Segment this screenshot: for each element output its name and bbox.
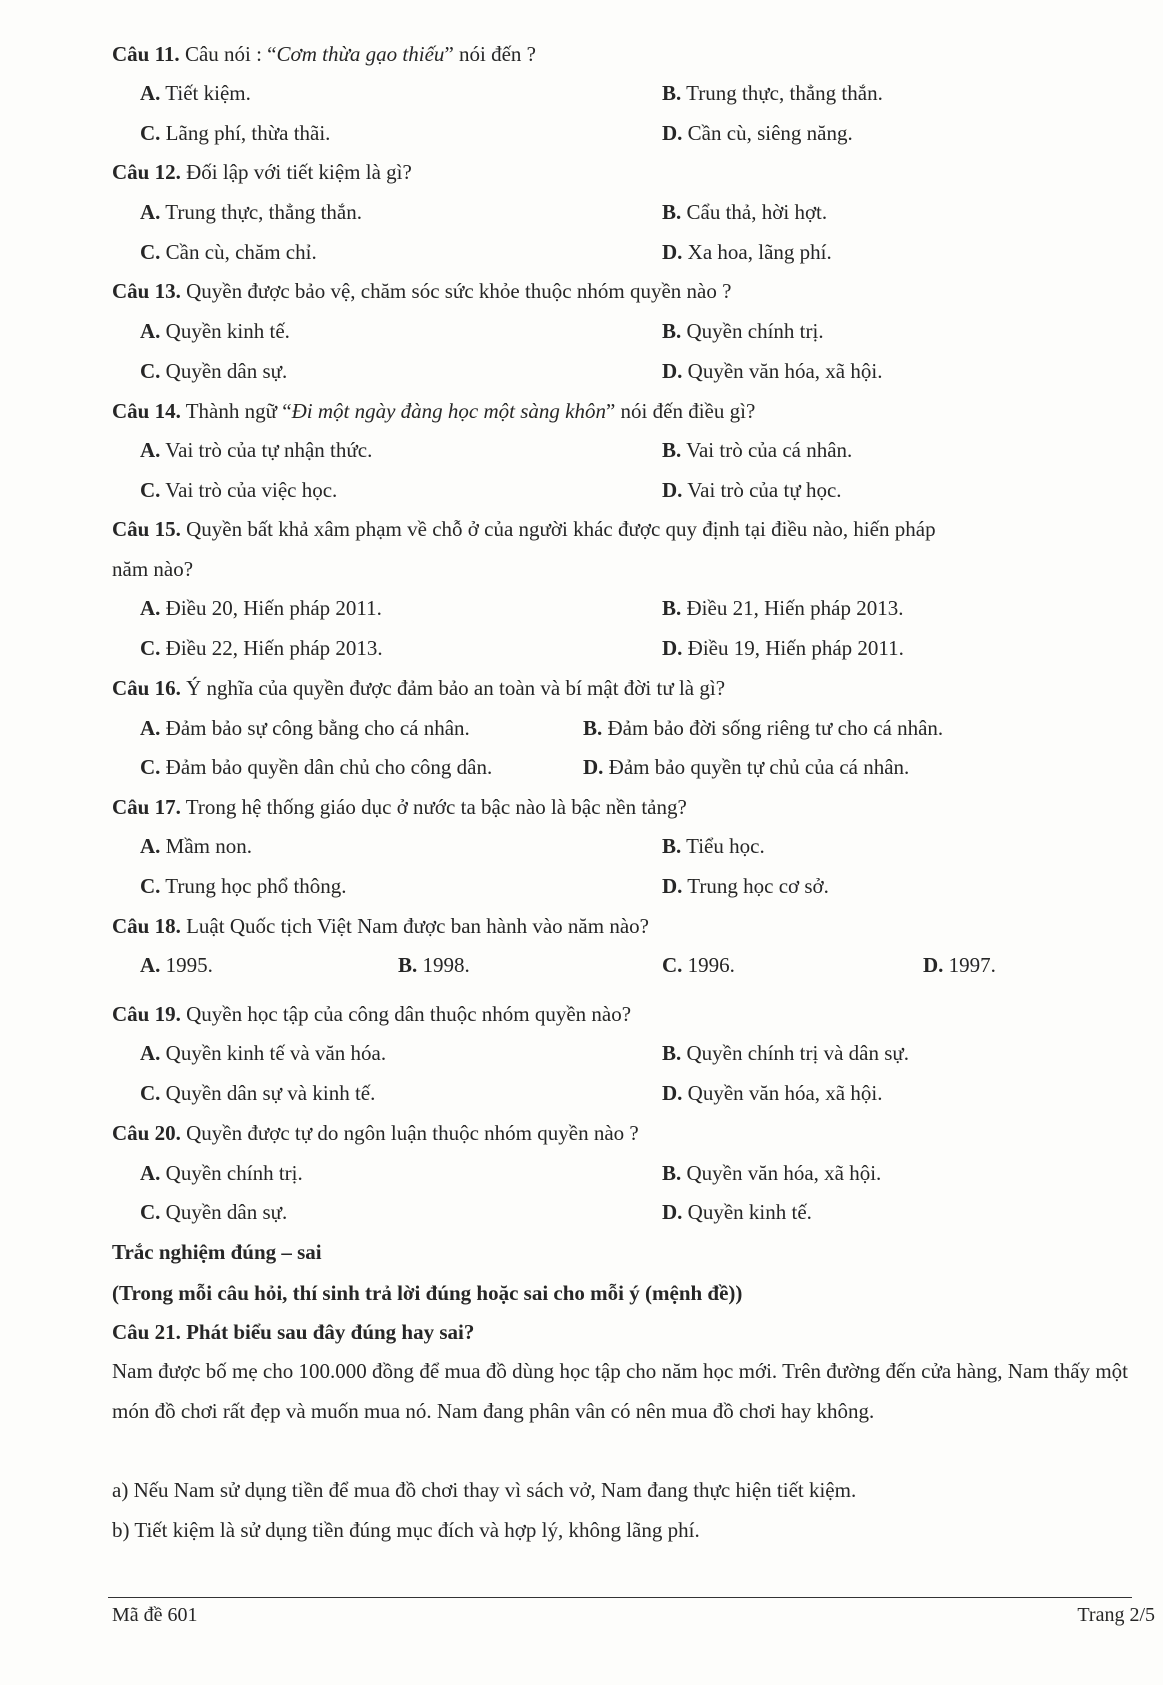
option-label: A.: [140, 953, 161, 977]
question-text: năm nào?: [112, 557, 194, 581]
option-label: C.: [662, 953, 683, 977]
option-label: D.: [662, 636, 683, 660]
option-c: [140, 874, 347, 898]
option-text: Điều 21, Hiến pháp 2013.: [681, 596, 904, 620]
option-label: C.: [140, 121, 161, 145]
option-d: [662, 636, 904, 660]
option-text: Cẩu thả, hời hợt.: [681, 200, 828, 224]
question-number: Câu 11.: [112, 42, 180, 66]
option-a: [140, 953, 213, 977]
option-label: C.: [140, 874, 161, 898]
option-text: Quyền kinh tế.: [160, 319, 290, 343]
option-c: [140, 240, 317, 264]
question-15: [112, 517, 936, 541]
statement-b: b) Tiết kiệm là sử dụng tiền đúng mục đích và hợp lý, không lãng phí.: [112, 1518, 700, 1542]
option-d: [662, 874, 829, 898]
section-instruction: (Trong mỗi câu hỏi, thí sinh trả lời đúng hoặc sai cho mỗi ý (mệnh đề)): [112, 1281, 743, 1305]
option-a: [140, 438, 372, 462]
option-text: Trung thực, thẳng thắn.: [681, 81, 883, 105]
question-text: Câu nói : “: [179, 42, 277, 66]
option-text: Quyền chính trị.: [681, 319, 824, 343]
question-text: Luật Quốc tịch Việt Nam được ban hành vào năm nào?: [180, 914, 649, 938]
option-text: Quyền văn hóa, xã hội.: [682, 359, 883, 383]
option-text: Quyền văn hóa, xã hội.: [681, 1161, 882, 1185]
question-text: Quyền được bảo vệ, chăm sóc sức khỏe thuộc nhóm quyền nào ?: [180, 279, 732, 303]
option-label: B.: [662, 319, 682, 343]
option-label: C.: [140, 240, 161, 264]
option-label: D.: [662, 478, 683, 502]
question-number: Câu 17.: [112, 795, 181, 819]
question-number: Câu 13.: [112, 279, 181, 303]
question-number: Câu 18.: [112, 914, 181, 938]
option-c: [140, 1081, 375, 1105]
section-title: Trắc nghiệm đúng – sai: [112, 1240, 322, 1264]
option-text: Quyền dân sự và kinh tế.: [160, 1081, 376, 1105]
option-a: [140, 1041, 386, 1065]
option-label: B.: [662, 834, 682, 858]
option-text: Đảm bảo quyền tự chủ của cá nhân.: [603, 755, 910, 779]
quote-text: Đi một ngày đàng học một sàng khôn: [291, 399, 606, 423]
option-label: B.: [583, 716, 603, 740]
page-number: Trang 2/5: [1077, 1604, 1155, 1626]
option-a: [140, 834, 252, 858]
option-text: Đảm bảo sự công bằng cho cá nhân.: [160, 716, 470, 740]
option-label: D.: [662, 240, 683, 264]
option-label: A.: [140, 596, 161, 620]
option-label: C.: [140, 478, 161, 502]
option-label: B.: [662, 596, 682, 620]
option-label: C.: [140, 755, 161, 779]
option-text: Quyền văn hóa, xã hội.: [682, 1081, 883, 1105]
question-16: [112, 676, 725, 700]
option-d: [662, 240, 832, 264]
option-text: Cần cù, siêng năng.: [682, 121, 853, 145]
option-label: A.: [140, 81, 161, 105]
option-text: Điều 22, Hiến pháp 2013.: [160, 636, 383, 660]
question-text: Trong hệ thống giáo dục ở nước ta bậc nào là bậc nền tảng?: [180, 795, 687, 819]
option-b: [662, 81, 883, 105]
option-text: Đảm bảo đời sống riêng tư cho cá nhân.: [602, 716, 944, 740]
option-label: B.: [662, 438, 682, 462]
option-c: [140, 755, 492, 779]
question-21-title: Câu 21. Phát biểu sau đây đúng hay sai?: [112, 1320, 475, 1344]
option-text: Vai trò của cá nhân.: [681, 438, 853, 462]
option-b: [662, 834, 765, 858]
option-label: A.: [140, 1161, 161, 1185]
option-text: Vai trò của tự học.: [682, 478, 842, 502]
question-text: Quyền bất khả xâm phạm về chỗ ở của người khác được quy định tại điều nào, hiến pháp: [180, 517, 936, 541]
option-text: Xa hoa, lãng phí.: [682, 240, 832, 264]
option-label: B.: [662, 200, 682, 224]
option-c: [140, 478, 337, 502]
option-text: Quyền chính trị.: [160, 1161, 303, 1185]
option-label: D.: [923, 953, 944, 977]
option-text: Quyền kinh tế.: [682, 1200, 812, 1224]
question-number: Câu 14.: [112, 399, 181, 423]
option-b: [662, 200, 827, 224]
question-21-passage: Nam được bố mẹ cho 100.000 đồng để mua đồ dùng học tập cho năm học mới. Trên đường đến cửa hàng, Nam thấy một món đồ chơi rất đẹp và muốn mua nó. Nam đang phân vân có nên mua đồ chơi hay không.: [112, 1359, 1128, 1423]
option-label: C.: [140, 636, 161, 660]
question-20: [112, 1121, 639, 1145]
option-label: A.: [140, 716, 161, 740]
option-b: [662, 438, 852, 462]
option-text: Quyền chính trị và dân sự.: [681, 1041, 910, 1065]
option-b: [662, 1161, 881, 1185]
option-label: A.: [140, 319, 161, 343]
option-text: Đảm bảo quyền dân chủ cho công dân.: [160, 755, 493, 779]
option-a: [140, 319, 290, 343]
option-text: Mầm non.: [160, 834, 252, 858]
option-d: [662, 1200, 812, 1224]
option-label: A.: [140, 200, 161, 224]
question-text: Quyền được tự do ngôn luận thuộc nhóm quyền nào ?: [180, 1121, 639, 1145]
question-text: ” nói đến ?: [444, 42, 536, 66]
option-label: B.: [662, 1041, 682, 1065]
option-text: Lãng phí, thừa thãi.: [160, 121, 331, 145]
option-d: [662, 359, 882, 383]
option-label: D.: [662, 121, 683, 145]
option-d: [583, 755, 909, 779]
question-number: Câu 19.: [112, 1002, 181, 1026]
option-b: [398, 953, 470, 977]
option-text: Cần cù, chăm chỉ.: [160, 240, 317, 264]
option-a: [140, 1161, 303, 1185]
question-18: [112, 914, 649, 938]
option-d: [662, 478, 842, 502]
option-c: [140, 359, 287, 383]
option-text: 1995.: [160, 953, 213, 977]
option-c: [140, 1200, 287, 1224]
option-label: A.: [140, 438, 161, 462]
option-text: Điều 19, Hiến pháp 2011.: [682, 636, 904, 660]
option-text: 1997.: [943, 953, 996, 977]
option-label: C.: [140, 1081, 161, 1105]
option-label: D.: [662, 1081, 683, 1105]
option-b: [662, 1041, 909, 1065]
option-label: D.: [583, 755, 604, 779]
question-number: Câu 16.: [112, 676, 181, 700]
option-d: [662, 121, 853, 145]
option-text: Trung thực, thẳng thắn.: [160, 200, 362, 224]
question-17: [112, 795, 687, 819]
option-text: Tiết kiệm.: [160, 81, 251, 105]
question-12: [112, 160, 412, 184]
option-text: Điều 20, Hiến pháp 2011.: [160, 596, 382, 620]
option-c: [140, 636, 383, 660]
option-b: [662, 596, 903, 620]
option-label: B.: [398, 953, 418, 977]
option-label: A.: [140, 834, 161, 858]
option-label: B.: [662, 1161, 682, 1185]
option-a: [140, 81, 251, 105]
option-c: [140, 121, 330, 145]
option-text: Vai trò của tự nhận thức.: [160, 438, 373, 462]
statement-a: a) Nếu Nam sử dụng tiền để mua đồ chơi thay vì sách vở, Nam đang thực hiện tiết kiệm.: [112, 1478, 857, 1502]
option-label: D.: [662, 1200, 683, 1224]
option-label: B.: [662, 81, 682, 105]
question-text: ” nói đến điều gì?: [605, 399, 756, 423]
question-text: Quyền học tập của công dân thuộc nhóm quyền nào?: [180, 1002, 632, 1026]
question-11: [112, 42, 536, 66]
option-label: D.: [662, 874, 683, 898]
option-b: [662, 319, 824, 343]
option-text: Vai trò của việc học.: [160, 478, 338, 502]
option-text: Quyền dân sự.: [160, 359, 288, 383]
question-15-cont: [112, 557, 193, 581]
option-text: 1996.: [682, 953, 735, 977]
option-text: 1998.: [417, 953, 470, 977]
question-19: [112, 1002, 631, 1026]
option-text: Tiểu học.: [681, 834, 765, 858]
question-text: Thành ngữ “: [180, 399, 292, 423]
option-a: [140, 596, 382, 620]
option-label: D.: [662, 359, 683, 383]
question-text: Ý nghĩa của quyền được đảm bảo an toàn và bí mật đời tư là gì?: [180, 676, 726, 700]
option-d: [923, 953, 996, 977]
question-number: Câu 20.: [112, 1121, 181, 1145]
exam-code: Mã đề 601: [112, 1604, 198, 1626]
quote-text: Cơm thừa gạo thiếu: [276, 42, 445, 66]
question-number: Câu 12.: [112, 160, 181, 184]
question-14: [112, 399, 755, 423]
option-text: Quyền dân sự.: [160, 1200, 288, 1224]
option-label: A.: [140, 1041, 161, 1065]
option-d: [662, 1081, 882, 1105]
option-text: Quyền kinh tế và văn hóa.: [160, 1041, 387, 1065]
option-text: Trung học phổ thông.: [160, 874, 347, 898]
option-b: [583, 716, 943, 740]
option-c: [662, 953, 735, 977]
option-text: Trung học cơ sở.: [682, 874, 829, 898]
question-13: [112, 279, 731, 303]
footer-divider: [108, 1597, 1132, 1598]
option-a: [140, 716, 470, 740]
option-label: C.: [140, 359, 161, 383]
question-number: Câu 15.: [112, 517, 181, 541]
option-a: [140, 200, 362, 224]
question-text: Đối lập với tiết kiệm là gì?: [180, 160, 412, 184]
option-label: C.: [140, 1200, 161, 1224]
